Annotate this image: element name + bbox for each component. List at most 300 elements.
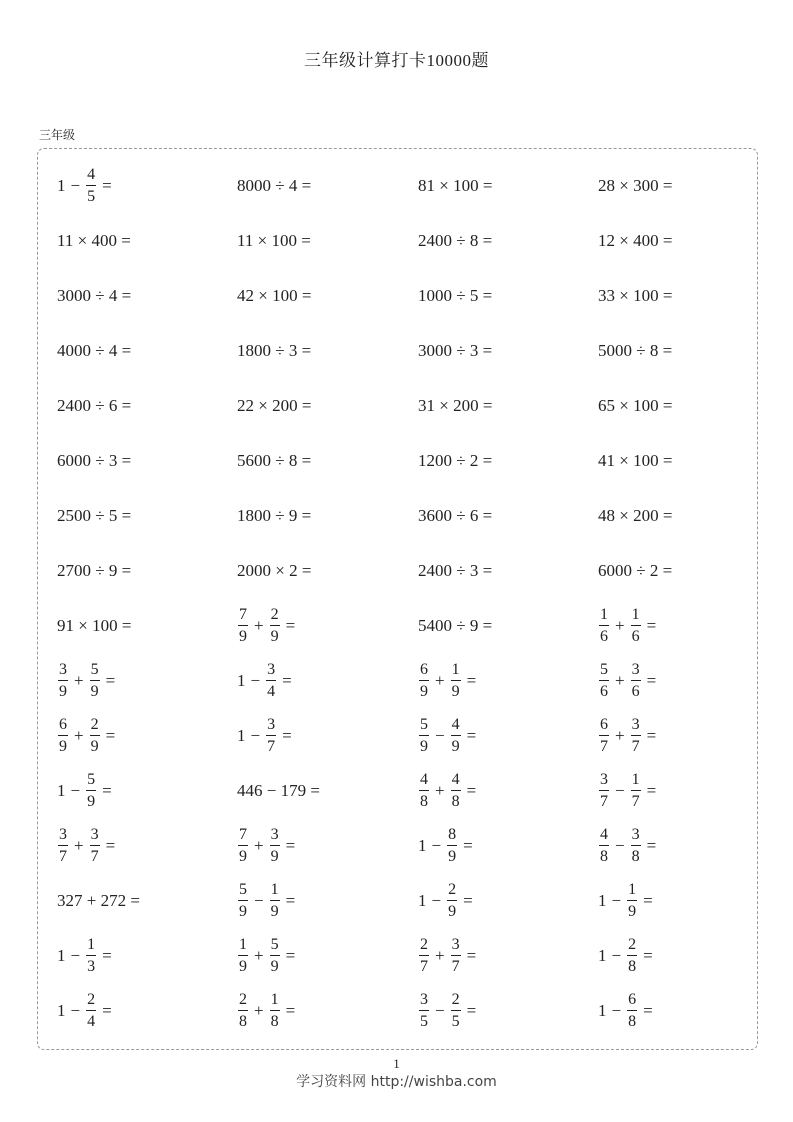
problem-expression: 81 × 100 = (418, 175, 493, 195)
problem-item (237, 928, 295, 983)
problem-row (57, 653, 777, 708)
problem-expression: 446 − 179 = (237, 780, 320, 800)
problem-item (57, 818, 115, 873)
fraction-numerator: 2 (420, 935, 428, 953)
fraction-denominator: 9 (448, 902, 457, 920)
problem-item (57, 488, 131, 543)
fraction-numerator: 4 (600, 825, 608, 843)
problem-row (57, 488, 777, 543)
operator: − (70, 780, 81, 800)
problem-row (57, 873, 777, 928)
problem-item (237, 653, 292, 708)
operator: + (615, 615, 625, 635)
fraction-denominator: 9 (451, 682, 460, 700)
fraction-denominator: 3 (87, 957, 96, 975)
fraction-denominator: 8 (628, 957, 637, 975)
fraction-numerator: 3 (59, 825, 67, 843)
fraction-denominator: 4 (87, 1012, 96, 1030)
fraction (266, 662, 276, 700)
fraction-denominator: 8 (600, 847, 608, 865)
problem-item (418, 983, 476, 1038)
problem-expression: 327 + 272 = (57, 890, 140, 910)
problem-row (57, 708, 777, 763)
page-number: 1 (393, 1056, 400, 1071)
fraction (266, 717, 276, 755)
fraction-denominator: 9 (239, 847, 247, 865)
fraction (627, 937, 637, 975)
problem-expression: 8000 ÷ 4 = (237, 175, 312, 195)
fraction (270, 882, 280, 920)
fraction (86, 167, 96, 205)
fraction-denominator: 9 (239, 902, 247, 920)
equals-sign: = (285, 890, 296, 910)
problem-item (418, 763, 476, 818)
problem-expression: 5600 ÷ 8 = (237, 450, 312, 470)
operator: + (254, 1000, 264, 1020)
whole-number: 1 (418, 890, 427, 910)
problem-item (598, 818, 656, 873)
section-label: 三年级 (39, 128, 76, 142)
problem-row (57, 378, 777, 433)
fraction-numerator: 4 (451, 715, 460, 733)
fraction-denominator: 5 (87, 187, 96, 205)
fraction-denominator: 8 (239, 1012, 247, 1030)
problem-item (237, 488, 311, 543)
operator: − (431, 890, 442, 910)
equals-sign: = (646, 780, 657, 800)
fraction (451, 662, 461, 700)
operator: − (70, 175, 81, 195)
fraction-denominator: 8 (628, 1012, 637, 1030)
problem-expression: 33 × 100 = (598, 285, 673, 305)
problem-item (57, 763, 112, 818)
problem-expression: 28 × 300 = (598, 175, 673, 195)
fraction-numerator: 1 (270, 990, 279, 1008)
fraction-numerator: 4 (87, 165, 96, 183)
fraction-denominator: 8 (420, 792, 428, 810)
fraction-numerator: 3 (451, 935, 460, 953)
problem-expression: 2400 ÷ 6 = (57, 395, 132, 415)
fraction-denominator: 4 (267, 682, 276, 700)
problem-item (237, 433, 311, 488)
fraction-denominator: 7 (631, 792, 640, 810)
operator: + (615, 670, 625, 690)
operator: + (254, 835, 264, 855)
fraction-denominator: 9 (270, 847, 279, 865)
fraction (270, 937, 280, 975)
problem-row (57, 928, 777, 983)
equals-sign: = (282, 725, 292, 745)
problem-item (237, 818, 295, 873)
fraction-numerator: 4 (420, 770, 428, 788)
fraction (238, 882, 248, 920)
fraction-numerator: 3 (59, 660, 67, 678)
problem-item (598, 653, 656, 708)
problem-expression: 12 × 400 = (598, 230, 673, 250)
problem-item (57, 708, 115, 763)
problem-row (57, 213, 777, 268)
problem-expression: 4000 ÷ 4 = (57, 340, 132, 360)
whole-number: 1 (57, 945, 66, 965)
problem-item (418, 213, 492, 268)
operator: − (250, 725, 261, 745)
fraction (451, 717, 461, 755)
fraction (270, 827, 280, 865)
problem-expression: 41 × 100 = (598, 450, 673, 470)
problem-item (237, 268, 311, 323)
fraction-denominator: 7 (420, 957, 428, 975)
equals-sign: = (102, 780, 112, 800)
fraction-denominator: 9 (270, 957, 279, 975)
fraction (90, 827, 100, 865)
fraction-denominator: 9 (239, 957, 247, 975)
fraction-denominator: 9 (270, 627, 279, 645)
problem-item (57, 653, 115, 708)
fraction-numerator: 2 (87, 990, 96, 1008)
problem-item (598, 928, 653, 983)
equals-sign: = (643, 945, 653, 965)
operator: − (250, 670, 261, 690)
problem-item (237, 213, 311, 268)
fraction-numerator: 3 (270, 825, 279, 843)
fraction-denominator: 9 (90, 737, 99, 755)
fraction (419, 717, 429, 755)
fraction-numerator: 2 (628, 935, 637, 953)
fraction-numerator: 6 (600, 715, 608, 733)
operator: − (435, 1000, 445, 1020)
fraction (599, 772, 609, 810)
fraction (86, 772, 96, 810)
fraction-numerator: 4 (451, 770, 460, 788)
operator: + (74, 670, 84, 690)
problem-expression: 2000 × 2 = (237, 560, 312, 580)
fraction-denominator: 8 (270, 1012, 279, 1030)
page-title: 三年级计算打卡10000题 (304, 51, 489, 70)
problem-row (57, 543, 777, 598)
fraction (599, 827, 609, 865)
fraction-denominator: 7 (600, 737, 608, 755)
fraction (627, 992, 637, 1030)
fraction-numerator: 7 (239, 605, 247, 623)
operator: − (611, 945, 622, 965)
equals-sign: = (646, 670, 657, 690)
fraction (419, 937, 429, 975)
problem-expression: 91 × 100 = (57, 615, 132, 635)
problem-item (237, 983, 295, 1038)
problem-expression: 11 × 100 = (237, 230, 311, 250)
fraction-numerator: 5 (87, 770, 96, 788)
fraction-numerator: 3 (267, 660, 276, 678)
fraction (58, 827, 68, 865)
fraction (451, 772, 461, 810)
problem-expression: 5400 ÷ 9 = (418, 615, 493, 635)
problem-expression: 42 × 100 = (237, 285, 312, 305)
problem-item (598, 708, 656, 763)
fraction-denominator: 9 (270, 902, 279, 920)
fraction-numerator: 7 (239, 825, 247, 843)
problem-item (598, 543, 672, 598)
operator: − (431, 835, 442, 855)
fraction-denominator: 7 (631, 737, 640, 755)
problem-item (237, 323, 311, 378)
problem-expression: 1800 ÷ 3 = (237, 340, 312, 360)
problem-expression: 11 × 400 = (57, 230, 131, 250)
problem-expression: 3000 ÷ 4 = (57, 285, 132, 305)
problem-expression: 6000 ÷ 2 = (598, 560, 673, 580)
fraction-denominator: 6 (600, 627, 608, 645)
fraction (599, 607, 609, 645)
operator: + (615, 725, 625, 745)
problem-expression: 2400 ÷ 3 = (418, 560, 493, 580)
fraction-denominator: 9 (90, 682, 99, 700)
fraction-denominator: 5 (420, 1012, 428, 1030)
fraction-numerator: 1 (87, 935, 96, 953)
fraction (86, 992, 96, 1030)
operator: + (254, 615, 264, 635)
operator: + (435, 670, 445, 690)
problem-item (418, 543, 492, 598)
problem-item (598, 433, 672, 488)
operator: + (435, 945, 445, 965)
fraction-denominator: 8 (631, 847, 640, 865)
whole-number: 1 (598, 945, 607, 965)
fraction-numerator: 3 (267, 715, 276, 733)
fraction-denominator: 6 (631, 627, 640, 645)
equals-sign: = (643, 890, 653, 910)
problem-item (57, 543, 131, 598)
operator: + (74, 725, 84, 745)
fraction-denominator: 7 (451, 957, 460, 975)
problem-expression: 3600 ÷ 6 = (418, 505, 493, 525)
fraction (447, 882, 457, 920)
problem-item (598, 488, 672, 543)
fraction-numerator: 3 (631, 715, 640, 733)
fraction (599, 662, 609, 700)
problem-expression: 2500 ÷ 5 = (57, 505, 132, 525)
problem-row (57, 818, 777, 873)
problem-item (598, 213, 672, 268)
problem-item (237, 598, 295, 653)
problem-item (57, 213, 131, 268)
operator: − (254, 890, 264, 910)
fraction-denominator: 7 (59, 847, 67, 865)
whole-number: 1 (237, 725, 246, 745)
fraction-numerator: 1 (239, 935, 247, 953)
whole-number: 1 (598, 890, 607, 910)
whole-number: 1 (418, 835, 427, 855)
fraction (451, 992, 461, 1030)
fraction-numerator: 2 (270, 605, 279, 623)
problem-expression: 3000 ÷ 3 = (418, 340, 493, 360)
problem-item (57, 433, 131, 488)
problem-expression: 22 × 200 = (237, 395, 312, 415)
fraction-numerator: 2 (239, 990, 247, 1008)
problem-item (598, 378, 672, 433)
problem-item (418, 708, 476, 763)
problem-item (237, 763, 320, 818)
problems-grid (57, 158, 777, 1038)
problem-expression: 31 × 200 = (418, 395, 493, 415)
fraction (86, 937, 96, 975)
fraction (419, 662, 429, 700)
equals-sign: = (285, 615, 296, 635)
equals-sign: = (466, 1000, 477, 1020)
problem-item (418, 158, 492, 213)
fraction (58, 717, 68, 755)
equals-sign: = (466, 670, 477, 690)
operator: − (70, 1000, 81, 1020)
fraction-denominator: 9 (239, 627, 247, 645)
problem-item (598, 323, 672, 378)
problem-item (598, 158, 672, 213)
problem-item (57, 323, 131, 378)
equals-sign: = (105, 670, 116, 690)
problem-item (598, 983, 653, 1038)
problem-expression: 1000 ÷ 5 = (418, 285, 493, 305)
fraction-numerator: 2 (90, 715, 99, 733)
fraction-numerator: 3 (600, 770, 608, 788)
equals-sign: = (466, 945, 477, 965)
fraction-numerator: 3 (631, 825, 640, 843)
fraction (451, 937, 461, 975)
operator: − (435, 725, 445, 745)
problem-item (598, 763, 656, 818)
fraction-numerator: 1 (631, 605, 640, 623)
problem-item (418, 323, 492, 378)
equals-sign: = (463, 835, 473, 855)
operator: − (611, 890, 622, 910)
fraction-denominator: 9 (628, 902, 637, 920)
problem-item (418, 378, 492, 433)
problem-item (418, 928, 476, 983)
fraction (58, 662, 68, 700)
problem-item (57, 598, 131, 653)
fraction (90, 717, 100, 755)
problem-item (57, 928, 112, 983)
problem-item (57, 873, 140, 928)
equals-sign: = (285, 1000, 296, 1020)
fraction-numerator: 3 (90, 825, 99, 843)
problem-expression: 1200 ÷ 2 = (418, 450, 493, 470)
problem-expression: 2400 ÷ 8 = (418, 230, 493, 250)
problem-item (57, 983, 112, 1038)
whole-number: 1 (57, 1000, 66, 1020)
fraction-numerator: 5 (90, 660, 99, 678)
footer-watermark: 学习资料网 http://wishba.com (296, 1074, 497, 1090)
fraction-numerator: 6 (59, 715, 67, 733)
problem-item (237, 708, 292, 763)
problem-item (418, 433, 492, 488)
problem-item (237, 158, 311, 213)
equals-sign: = (646, 615, 657, 635)
operator: − (611, 1000, 622, 1020)
fraction-numerator: 1 (600, 605, 608, 623)
problem-item (418, 268, 492, 323)
fraction-denominator: 6 (600, 682, 608, 700)
equals-sign: = (105, 725, 116, 745)
fraction-denominator: 9 (59, 737, 67, 755)
fraction-numerator: 5 (420, 715, 428, 733)
problem-item (418, 488, 492, 543)
problem-row (57, 323, 777, 378)
problem-row (57, 268, 777, 323)
problem-row (57, 983, 777, 1038)
equals-sign: = (466, 780, 477, 800)
fraction-numerator: 5 (600, 660, 608, 678)
fraction-numerator: 1 (628, 880, 637, 898)
fraction-numerator: 1 (631, 770, 640, 788)
problem-item (418, 873, 473, 928)
problem-row (57, 158, 777, 213)
fraction (447, 827, 457, 865)
operator: + (435, 780, 445, 800)
fraction-denominator: 7 (600, 792, 608, 810)
fraction-denominator: 9 (59, 682, 67, 700)
problem-expression: 65 × 100 = (598, 395, 673, 415)
equals-sign: = (102, 945, 112, 965)
fraction (238, 607, 248, 645)
equals-sign: = (285, 945, 296, 965)
equals-sign: = (285, 835, 296, 855)
equals-sign: = (282, 670, 292, 690)
problem-item (598, 873, 653, 928)
whole-number: 1 (237, 670, 246, 690)
fraction-numerator: 6 (420, 660, 428, 678)
fraction (419, 772, 429, 810)
fraction-denominator: 9 (420, 737, 428, 755)
fraction-numerator: 8 (448, 825, 457, 843)
whole-number: 1 (598, 1000, 607, 1020)
equals-sign: = (646, 835, 657, 855)
fraction (90, 662, 100, 700)
equals-sign: = (643, 1000, 653, 1020)
equals-sign: = (102, 1000, 112, 1020)
problem-item (418, 598, 492, 653)
problem-item (418, 653, 476, 708)
problem-expression: 48 × 200 = (598, 505, 673, 525)
fraction-numerator: 2 (448, 880, 457, 898)
fraction-denominator: 7 (267, 737, 276, 755)
fraction-denominator: 9 (87, 792, 96, 810)
fraction (599, 717, 609, 755)
fraction (631, 662, 641, 700)
fraction-denominator: 5 (451, 1012, 460, 1030)
operator: + (74, 835, 84, 855)
fraction-numerator: 6 (628, 990, 637, 1008)
fraction-denominator: 8 (451, 792, 460, 810)
whole-number: 1 (57, 175, 66, 195)
problem-expression: 5000 ÷ 8 = (598, 340, 673, 360)
operator: − (615, 780, 625, 800)
problem-expression: 1800 ÷ 9 = (237, 505, 312, 525)
fraction (631, 827, 641, 865)
fraction-numerator: 5 (239, 880, 247, 898)
problem-item (57, 268, 131, 323)
problem-item (237, 543, 311, 598)
fraction-numerator: 3 (420, 990, 428, 1008)
problem-item (57, 378, 131, 433)
problem-item (57, 158, 112, 213)
fraction (627, 882, 637, 920)
operator: − (70, 945, 81, 965)
fraction (238, 937, 248, 975)
problem-item (418, 818, 473, 873)
problem-row (57, 598, 777, 653)
fraction-numerator: 5 (270, 935, 279, 953)
fraction (238, 992, 248, 1030)
problem-row (57, 763, 777, 818)
fraction-denominator: 6 (631, 682, 640, 700)
